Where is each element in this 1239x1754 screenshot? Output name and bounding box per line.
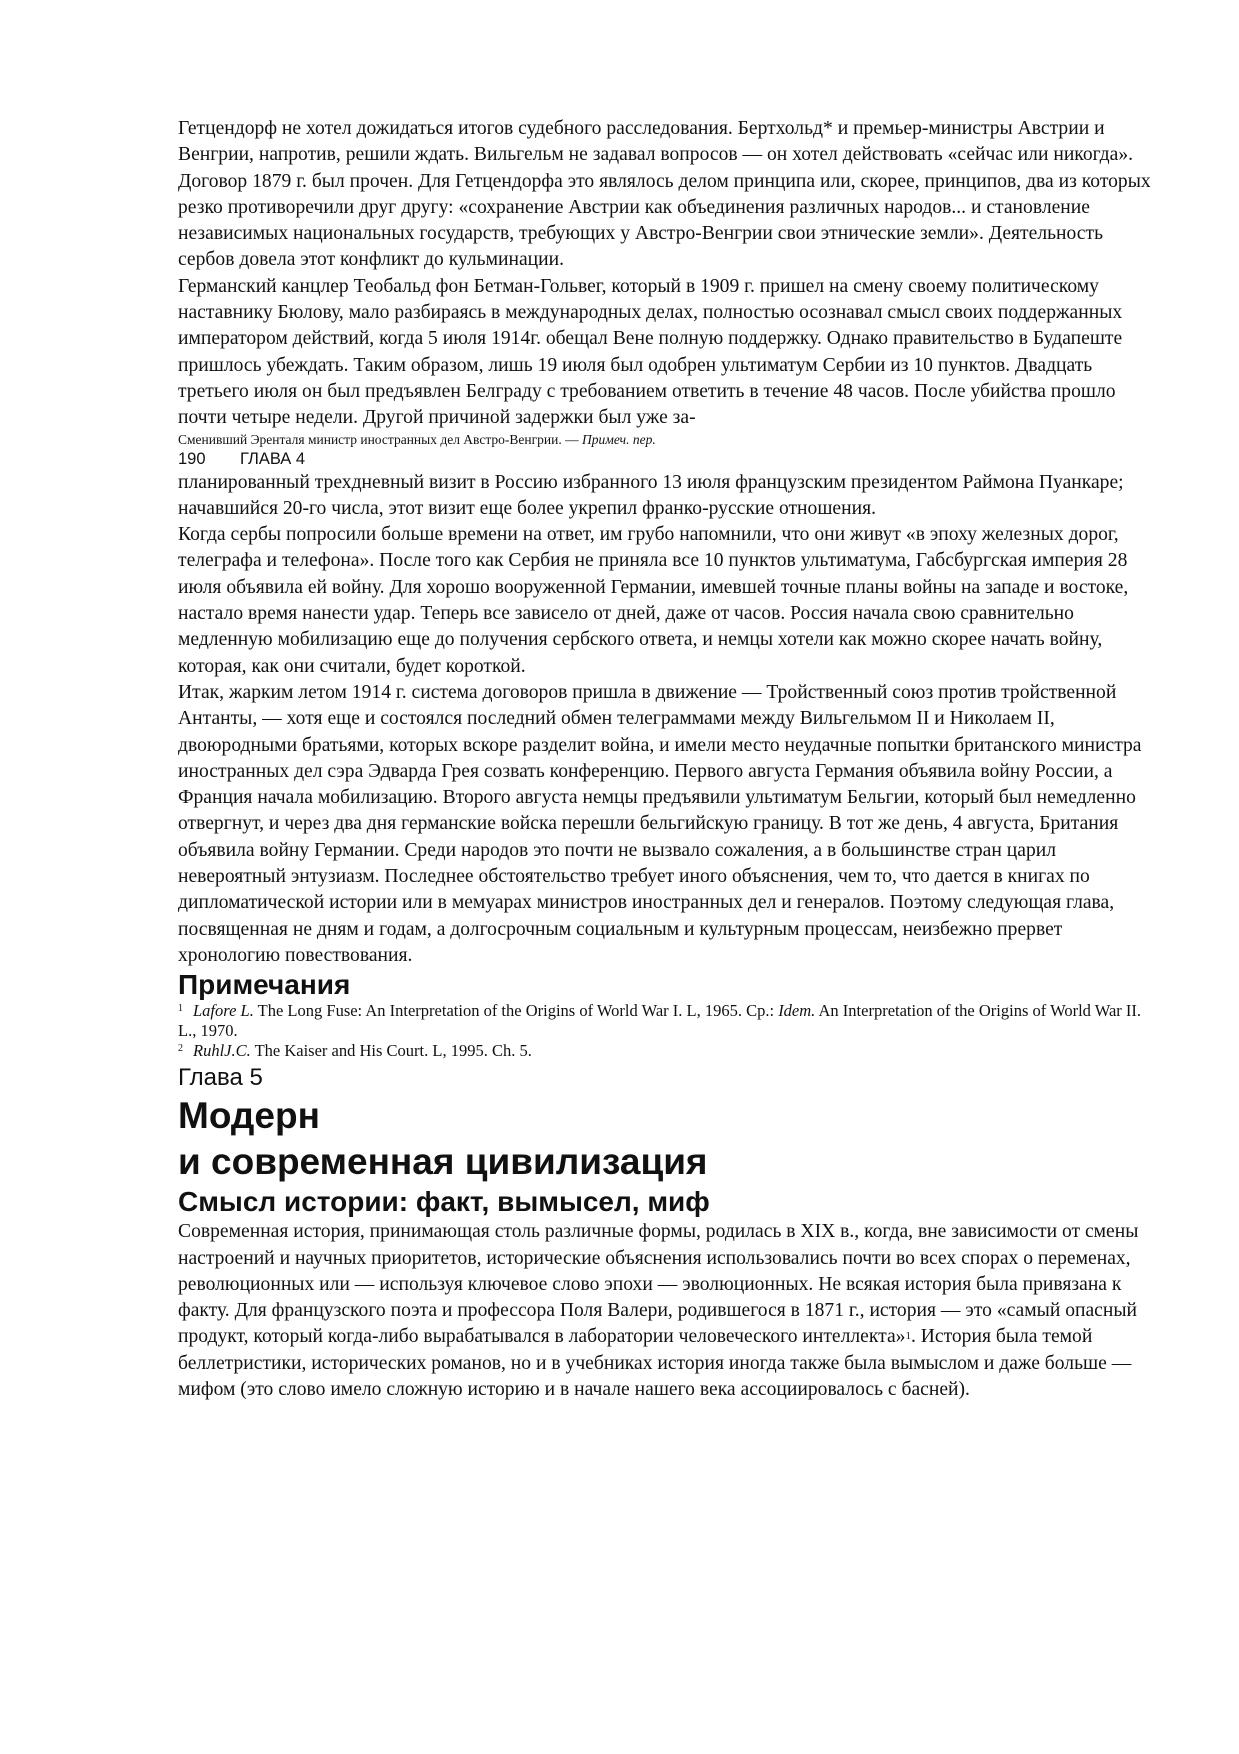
notes-heading: Примечания (178, 969, 351, 1001)
paragraph: планированный трехдневный визит в Россию избранного 13 июля французским президентом Раймона Пуанкаре; начавшийся 20-го числа, этот визит еще более укрепил франко-русские отношения. (178, 471, 1124, 519)
paragraph: Германский канцлер Теобальд фон Бетман-Гольвег, который в 1909 г. пришел на смену своему политическому наставнику Бюлову, мало разбираясь в международных делах, полностью осознавал смысл своих поддержанных императором действий, когда 5 июля 1914г. обещал Вене полную поддержку. Однако правительство в Будапеште пришлось убеждать. Таким образом, лишь 19 июля был одобрен ультиматум Сербии из 10 пунктов. Двадцать третьего июля он был предъявлен Белграду с требованием ответить в течение 48 часов. После убийства прошло почти четыре недели. Другой причиной задержки был уже за- (178, 275, 1123, 429)
footnote-translator-note: Примеч. пер. (582, 431, 656, 447)
note-author: RuhlJ.C. (193, 1041, 251, 1061)
chapter-title-line: Модерн (178, 1095, 320, 1137)
note-number: 2 (178, 1043, 183, 1055)
paragraph: Когда сербы попросили больше времени на ответ, им грубо напомнили, что они живут «в эпоху железных дорог, телеграфа и телефона». После того как Сербия не приняла все 10 пунктов ультиматума, Габсбургская империя 28 июля объявила ей войну. Для хорошо вооруженной Германии, имевшей точные планы войны на западе и востоке, настало время нанести удар. Теперь все зависело от дней, даже от часов. Россия начала свою сравнительно медленную мобилизацию еще до получения сербского ответа, и немцы хотели как можно скорее начать войну, которая, как они считали, будет короткой. (178, 524, 1129, 677)
paragraph: Итак, жарким летом 1914 г. система договоров пришла в движение — Тройственный союз против тройственной Антанты, — хотя еще и состоялся последний обмен телеграммами между Вильгельмом II и Николаем II, двоюродными братьями, которых вскоре разделит война, и имели место неудачные попытки британского министра иностранных дел сэра Эдварда Грея созвать конференцию. Первого августа Германия объявила войну России, а Франция начала мобилизацию. Второго августа немцы предъявили ультиматум Бельгии, который был немедленно отвергнут, и через два дня германские войска перешли бельгийскую границу. В тот же день, 4 августа, Британия объявила войну Германии. Среди народов это почти не вызвало сожаления, а в большинстве стран царил невероятный энтузиазм. Последнее обстоятельство требует иного объяснения, чем то, что дается в книгах по дипломатической истории или в мемуарах министров иностранных дел и генералов. Поэтому следующая глава, посвященная не дням и годам, а долгосрочным социальным и культурным процессам, неизбежно прервет хронологию повествования. (178, 681, 1142, 966)
chapter-title-line: и современная цивилизация (178, 1141, 708, 1183)
paragraph-text: . История была темой беллетристики, исторических романов, но и в учебниках история иногда также была вымыслом и даже больше — мифом (это слово имело сложную историю и в начале нашего века ассоциировалось с басней). (178, 1326, 1132, 1400)
running-head-chapter: ГЛАВА 4 (240, 449, 306, 468)
paragraph-text: Современная история, принимающая столь различные формы, родилась в XIX в., когда, вне зависимости от смены настроений и научных приоритетов, исторические объяснения использовались почти во всех спорах о переменах, революционных или — используя ключевое слово эпохи — эволюционных. Не всякая история была привязана к факту. Для французского поэта и профессора Поля Валери, родившегося в 1871 г., история — это «самый опасный продукт, который когда-либо вырабатывался в лаборатории человеческого интеллекта» (178, 1221, 1139, 1348)
note-item (178, 1041, 1163, 1061)
chapter-label: Глава 5 (178, 1064, 263, 1092)
note-number: 1 (178, 1003, 183, 1015)
note-item (178, 1001, 1163, 1041)
section-title: Смысл истории: факт, вымысел, миф (178, 1186, 710, 1218)
note-author: Idem. (778, 1001, 816, 1021)
note-text: The Long Fuse: An Interpretation of the Origins of World War I. L, 1965. Ср.: (257, 1001, 775, 1021)
chapter-title (178, 1093, 1163, 1185)
footnote-text: Сменивший Эренталя министр иностранных дел Австро-Венгрии. — (178, 431, 579, 447)
footnote (178, 432, 1163, 448)
footnote-ref: 1 (905, 1330, 911, 1343)
page-number: 190 (178, 449, 206, 468)
paragraph (178, 1219, 1163, 1403)
document-page (178, 116, 1163, 1403)
note-text: The Kaiser and His Court. L, 1995. Ch. 5. (254, 1041, 532, 1061)
note-text: An Interpretation of the Origins of World War II. L., 1970. (178, 1001, 1142, 1041)
note-author: Lafore L. (193, 1001, 254, 1021)
paragraph: Гетцендорф не хотел дожидаться итогов судебного расследования. Бертхольд* и премьер-министры Австрии и Венгрии, напротив, решили ждать. Вильгельм не задавал вопросов — он хотел действовать «сейчас или никогда». Договор 1879 г. был прочен. Для Гетцендорфа это являлось делом принципа или, скорее, принципов, два из которых резко противоречили друг другу: «сохранение Австрии как объединения различных народов... и становление независимых национальных государств, требующих у Австро-Венгрии свои этнические земли». Деятельность сербов довела этот конфликт до кульминации. (178, 118, 1151, 271)
running-head (178, 448, 1163, 470)
